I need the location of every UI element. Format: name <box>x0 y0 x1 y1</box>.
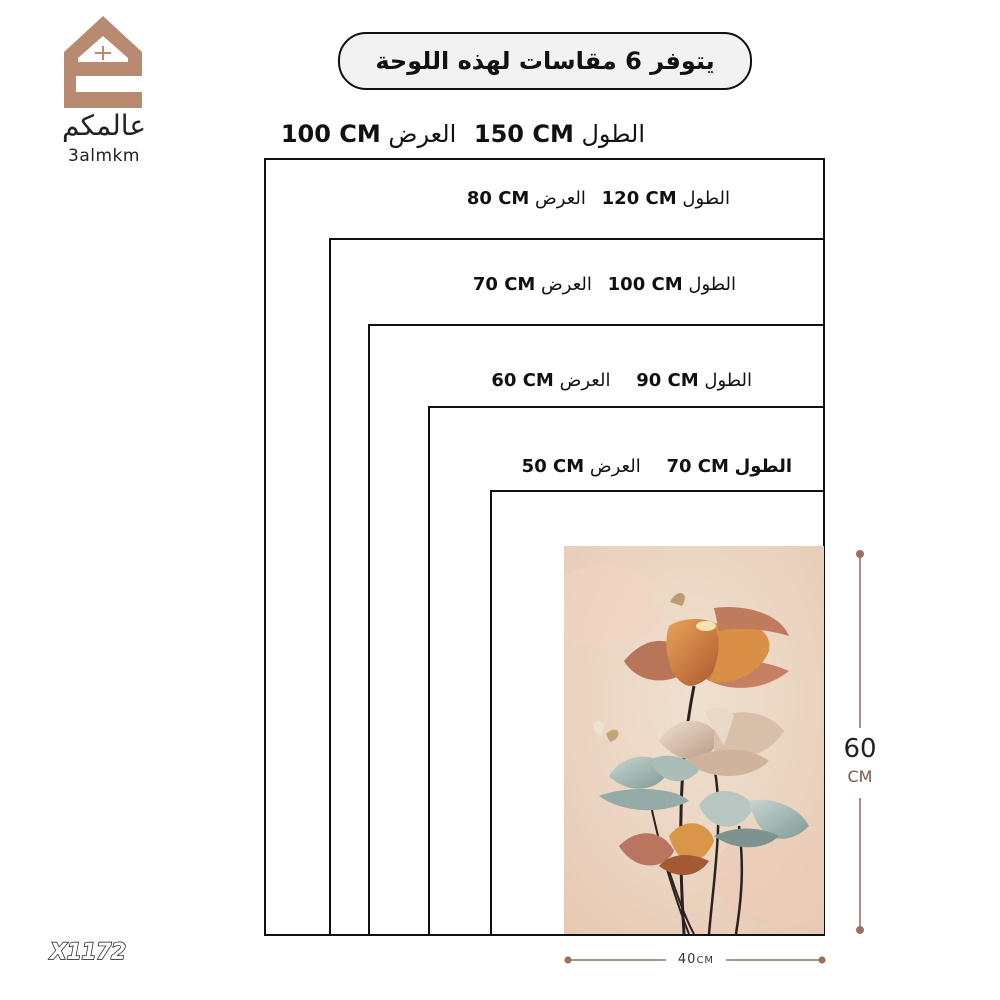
width-label: العرض <box>388 120 457 148</box>
page-title: يتوفر 6 مقاسات لهذه اللوحة <box>338 32 752 90</box>
width-label: العرض <box>535 188 586 209</box>
height-unit: CM <box>847 767 873 786</box>
logo-arabic-text: عالمكم <box>61 109 147 142</box>
length-label: الطول <box>581 120 645 148</box>
width-label <box>668 952 724 967</box>
flower-painting-image <box>564 546 824 934</box>
width-label: العرض <box>589 456 641 477</box>
length-label: الطول <box>734 456 792 477</box>
width-value: 50 CM <box>521 456 585 477</box>
length-label: الطول <box>688 274 736 295</box>
logo-latin-text: 3almkm <box>68 146 140 166</box>
length-value: 100 CM <box>607 274 683 295</box>
size-label <box>281 120 645 148</box>
length-value: 70 CM <box>666 456 729 477</box>
length-value: 120 CM <box>601 188 677 209</box>
width-value: 40 <box>677 952 697 967</box>
product-code: X1172 <box>50 940 126 965</box>
width-label: العرض <box>541 274 592 295</box>
length-label: الطول <box>704 370 752 391</box>
height-value: 60 <box>843 734 877 764</box>
width-unit: CM <box>696 955 715 966</box>
size-label <box>491 370 752 391</box>
width-value: 60 CM <box>491 370 554 391</box>
width-value: 70 CM <box>472 274 536 295</box>
size-label <box>467 188 730 209</box>
width-value: 100 CM <box>280 120 381 148</box>
length-label: الطول <box>682 188 730 209</box>
length-value: 150 CM <box>473 120 574 148</box>
house-logo-icon <box>62 14 144 110</box>
length-value: 90 CM <box>636 370 699 391</box>
size-label <box>473 274 736 295</box>
width-value: 80 CM <box>466 188 530 209</box>
size-label <box>522 456 792 477</box>
width-label: العرض <box>559 370 611 391</box>
